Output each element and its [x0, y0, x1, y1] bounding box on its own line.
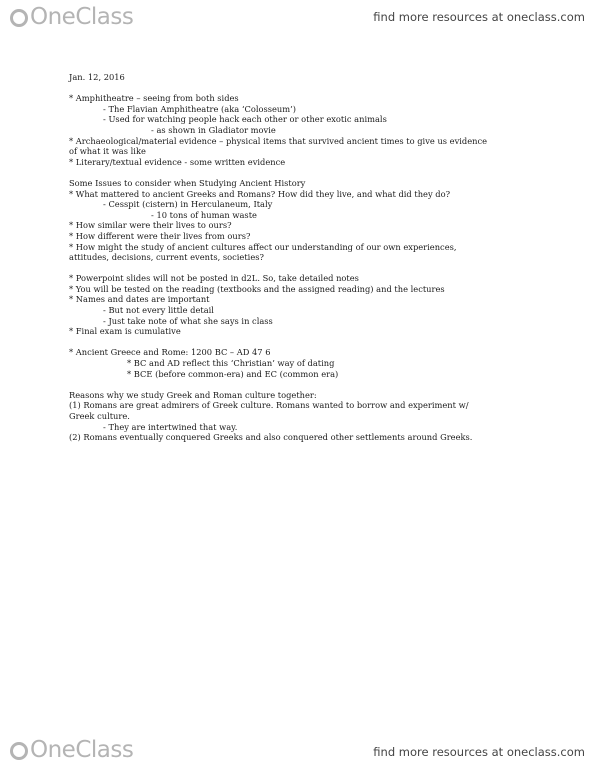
- footer-tagline: find more resources at oneclass.com: [373, 745, 585, 759]
- lecture-notes: [69, 72, 529, 443]
- note-line: * You will be tested on the reading (textbooks and the assigned reading) and the lectures: [69, 283, 445, 294]
- note-line: - They are intertwined that way.: [103, 421, 238, 432]
- note-line: * BC and AD reflect this ‘Christian’ way of dating: [127, 358, 335, 369]
- note-line: * How different were their lives from ours?: [69, 230, 251, 241]
- note-line: of what it was like: [69, 146, 146, 157]
- note-line: * Ancient Greece and Rome: 1200 BC – AD 47 6: [69, 347, 271, 358]
- logo-circle-icon: [10, 742, 28, 760]
- note-line: * Final exam is cumulative: [69, 326, 181, 337]
- note-line: (2) Romans eventually conquered Greeks and also conquered other settlements around Greeks.: [69, 432, 473, 443]
- note-line: - Just take note of what she says in class: [103, 315, 273, 326]
- notes-date: Jan. 12, 2016: [69, 72, 125, 82]
- note-line: * How similar were their lives to ours?: [69, 220, 232, 231]
- note-line: * Archaeological/material evidence – physical items that survived ancient times to give us evidence: [69, 135, 488, 146]
- note-line: - as shown in Gladiator movie: [151, 124, 276, 135]
- note-line: - Cesspit (cistern) in Herculaneum, Italy: [103, 199, 273, 210]
- note-line: attitudes, decisions, current events, societies?: [69, 252, 264, 263]
- note-line: - Used for watching people hack each other or other exotic animals: [103, 114, 387, 125]
- note-line: Greek culture.: [69, 411, 130, 421]
- section-heading: Some Issues to consider when Studying Ancient History: [69, 177, 306, 188]
- section-heading: Reasons why we study Greek and Roman culture together:: [69, 389, 317, 400]
- note-line: * Literary/textual evidence - some written evidence: [69, 156, 286, 167]
- logo-text: OneClass: [30, 737, 134, 763]
- note-line: - The Flavian Amphitheatre (aka ‘Colosseum’): [103, 103, 296, 114]
- note-line: * BCE (before common-era) and EC (common era): [127, 368, 339, 379]
- note-line: - But not every little detail: [103, 305, 214, 316]
- header-tagline: find more resources at oneclass.com: [373, 10, 585, 24]
- note-line: * Names and dates are important: [69, 294, 210, 305]
- logo-text: OneClass: [30, 4, 134, 30]
- oneclass-logo-bottom: [10, 737, 133, 763]
- logo-circle-icon: [10, 9, 28, 27]
- note-line: - 10 tons of human waste: [151, 209, 257, 220]
- note-line: (1) Romans are great admirers of Greek culture. Romans wanted to borrow and experiment w/: [69, 400, 469, 411]
- oneclass-logo-top: [10, 4, 133, 30]
- note-line: * Powerpoint slides will not be posted in d2L. So, take detailed notes: [69, 273, 359, 284]
- note-line: * Amphitheatre – seeing from both sides: [69, 93, 239, 104]
- note-line: * How might the study of ancient cultures affect our understanding of our own experiences,: [69, 241, 457, 252]
- note-line: * What mattered to ancient Greeks and Romans? How did they live, and what did they do?: [69, 188, 451, 199]
